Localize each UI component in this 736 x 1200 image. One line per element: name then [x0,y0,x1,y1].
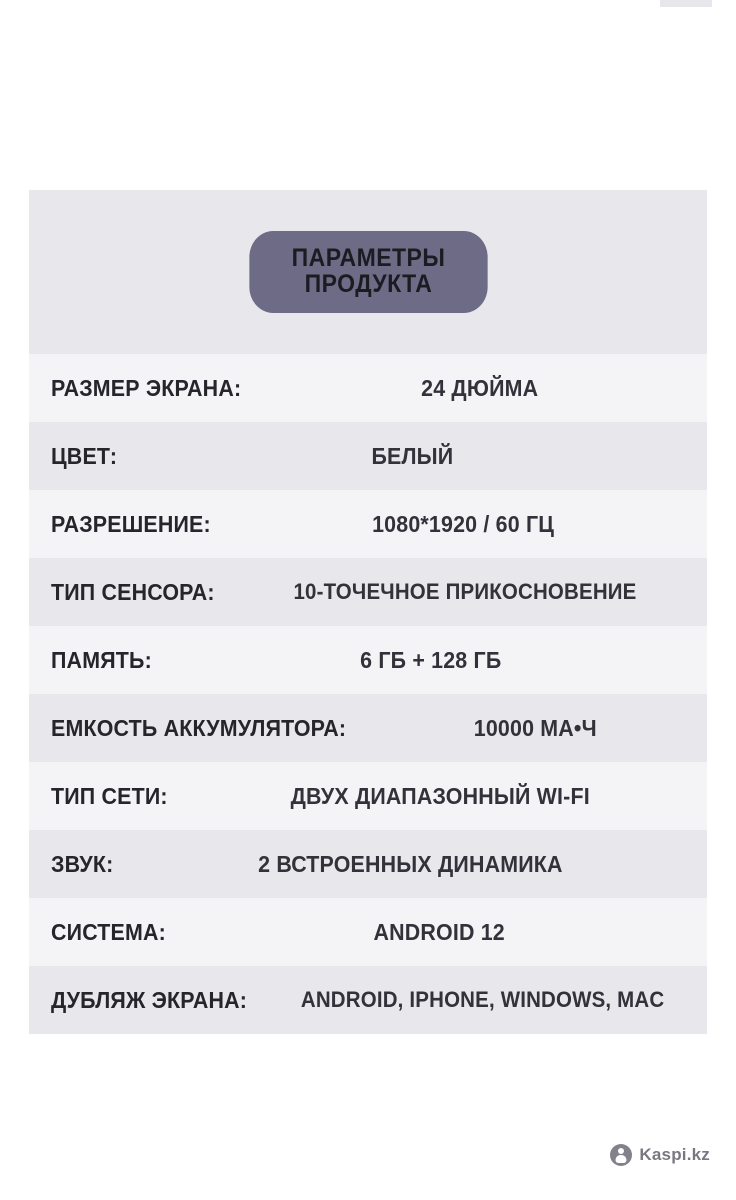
card-header [29,190,707,354]
row-value: 2 ВСТРОЕННЫХ ДИНАМИКА [258,850,563,877]
row-label: РАЗМЕР ЭКРАНА: [51,374,242,401]
row-value: 1080*1920 / 60 ГЦ [371,510,554,537]
page-title [249,231,487,314]
watermark [610,1144,710,1166]
row-label: ТИП СЕНСОРА: [51,578,215,605]
table-row [29,898,707,966]
row-value: ДВУХ ДИАПАЗОННЫЙ WI-FI [290,782,590,809]
table-row [29,966,707,1034]
row-label: ТИП СЕТИ: [51,782,168,809]
table-row [29,694,707,762]
table-row [29,762,707,830]
product-parameters-card [29,190,707,1034]
table-row [29,422,707,490]
row-label: ПАМЯТЬ: [51,646,152,673]
table-row [29,354,707,422]
row-value: 10000 МА•Ч [474,714,598,741]
row-value: ANDROID, IPHONE, WINDOWS, MAC [300,987,665,1012]
row-value: 24 ДЮЙМА [420,374,538,401]
row-value: БЕЛЫЙ [371,442,454,469]
table-row [29,490,707,558]
row-label: ЦВЕТ: [51,442,118,469]
row-label: ЕМКОСТЬ АККУМУЛЯТОРА: [51,714,347,741]
kaspi-logo-icon [610,1144,632,1166]
row-label: РАЗРЕШЕНИЕ: [51,510,211,537]
row-value: 6 ГБ + 128 ГБ [360,646,502,673]
row-label: СИСТЕМА: [51,918,166,945]
table-row [29,830,707,898]
row-label: ЗВУК: [51,850,114,877]
watermark-label: Kaspi.kz [639,1145,710,1164]
page-title-line-2: ПРОДУКТА [304,270,432,298]
row-label: ДУБЛЯЖ ЭКРАНА: [51,986,248,1013]
page-title-line-1: ПАРАМЕТРЫ [291,243,445,272]
row-value: 10-ТОЧЕЧНОЕ ПРИКОСНОВЕНИЕ [293,579,637,604]
table-row [29,626,707,694]
top-edge-artifact [660,0,712,7]
row-value: ANDROID 12 [373,918,505,945]
table-row [29,558,707,626]
